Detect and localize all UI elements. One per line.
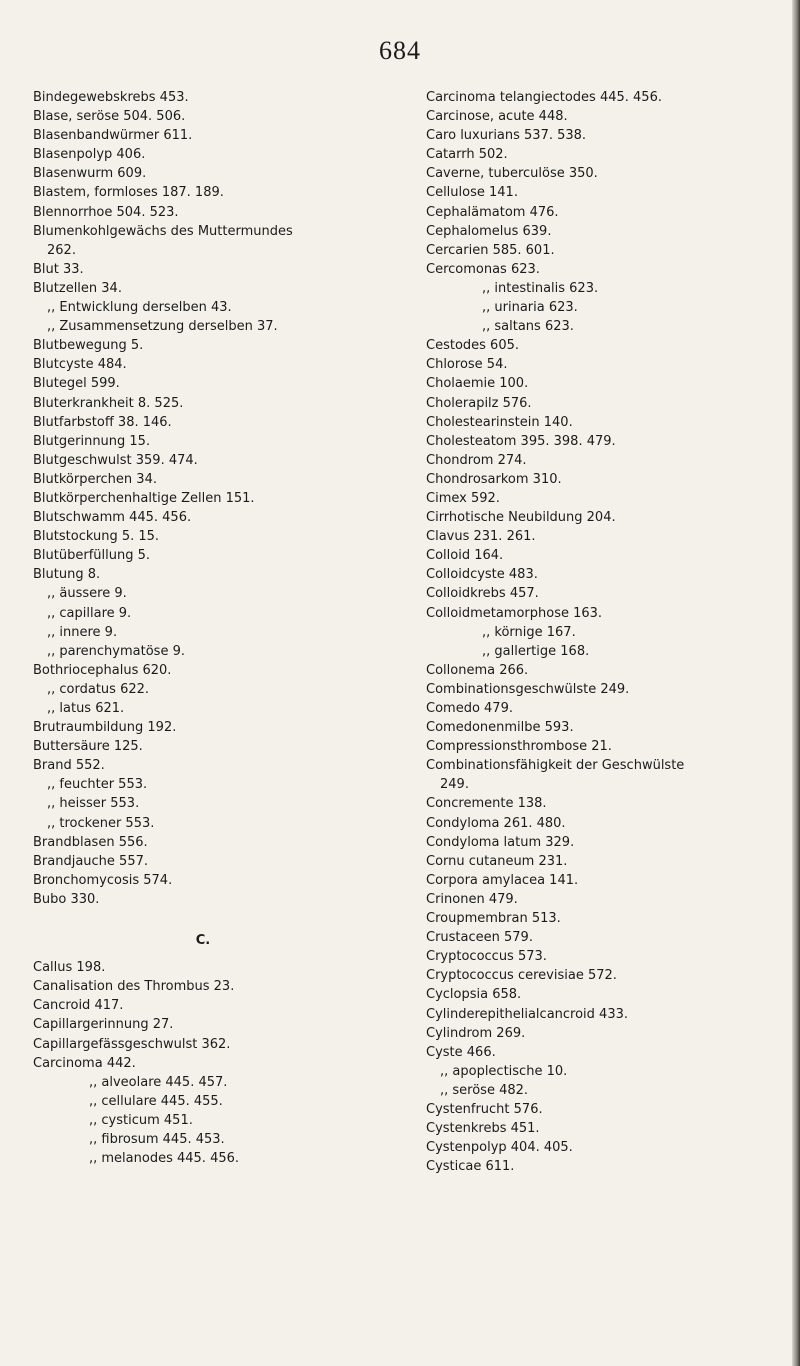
index-entry: Bothriocephalus 620.: [33, 662, 172, 678]
index-subentry: ,, fibrosum 445. 453.: [89, 1131, 225, 1147]
index-entry: Cellulose 141.: [426, 185, 518, 201]
index-entry: Cercarien 585. 601.: [426, 242, 555, 258]
index-entry: Bronchomycosis 574.: [33, 872, 173, 888]
index-subentry: ,, parenchymatöse 9.: [47, 643, 185, 659]
index-entry: Cystenkrebs 451.: [426, 1121, 540, 1137]
index-entry: Capillargefässgeschwulst 362.: [33, 1036, 231, 1052]
index-entry: Blutkörperchen 34.: [33, 471, 157, 487]
index-entry: Crinonen 479.: [426, 891, 518, 907]
index-subentry: ,, apoplectische 10.: [440, 1063, 568, 1079]
index-column-left: [33, 88, 413, 1168]
page-edge: [792, 0, 800, 1366]
index-subentry: ,, saltans 623.: [482, 319, 574, 335]
index-entry: Cholaemie 100.: [426, 376, 529, 392]
index-entry: Blutgeschwulst 359. 474.: [33, 452, 198, 468]
index-entry: Croupmembran 513.: [426, 911, 561, 927]
index-entry: Chlorose 54.: [426, 357, 508, 373]
index-entry: Cornu cutaneum 231.: [426, 853, 568, 869]
index-entry: Blumenkohlgewächs des Muttermundes: [33, 223, 293, 239]
index-entry: Cholerapilz 576.: [426, 395, 532, 411]
index-entry: Cyclopsia 658.: [426, 987, 522, 1003]
index-entry: Corpora amylacea 141.: [426, 872, 579, 888]
index-entry: Combinationsfähigkeit der Geschwülste: [426, 758, 685, 774]
index-entry: Blutschwamm 445. 456.: [33, 510, 192, 526]
index-entry: Concremente 138.: [426, 796, 547, 812]
index-entry: Cestodes 605.: [426, 338, 519, 354]
index-column-right: [426, 88, 786, 1176]
index-entry: Blutfarbstoff 38. 146.: [33, 414, 172, 430]
index-entry: Bindegewebskrebs 453.: [33, 90, 189, 105]
index-subentry: ,, capillare 9.: [47, 605, 132, 621]
index-entry: Carcinoma telangiectodes 445. 456.: [426, 90, 662, 105]
index-entry: Combinationsgeschwülste 249.: [426, 681, 630, 697]
index-entry: Blut 33.: [33, 261, 84, 277]
index-entry: Blasenbandwürmer 611.: [33, 128, 193, 144]
index-entry: Colloid 164.: [426, 548, 504, 564]
index-entry: Blutzellen 34.: [33, 280, 122, 296]
index-entry: Comedo 479.: [426, 701, 513, 716]
index-subentry: ,, melanodes 445. 456.: [89, 1151, 240, 1167]
index-entry: Cirrhotische Neubildung 204.: [426, 510, 616, 526]
index-entry: Cylinderepithelialcancroid 433.: [426, 1006, 628, 1022]
index-subentry: ,, innere 9.: [47, 624, 118, 640]
index-subentry: ,, Zusammensetzung derselben 37.: [47, 319, 278, 335]
index-subentry: ,, Entwicklung derselben 43.: [47, 300, 232, 316]
index-subentry: ,, gallertige 168.: [482, 643, 590, 659]
index-entry: Colloidmetamorphose 163.: [426, 605, 603, 621]
index-subentry: ,, intestinalis 623.: [482, 280, 599, 296]
index-entry: Buttersäure 125.: [33, 739, 143, 755]
index-entry: Canalisation des Thrombus 23.: [33, 979, 235, 995]
index-entry: Brand 552.: [33, 758, 105, 774]
index-entry: Cimex 592.: [426, 490, 500, 506]
index-entry: Blutüberfüllung 5.: [33, 548, 151, 564]
index-entry: Brandblasen 556.: [33, 834, 148, 850]
index-entry: Compressionsthrombose 21.: [426, 739, 612, 755]
index-entry: Condyloma latum 329.: [426, 834, 575, 850]
page-number: 684: [379, 36, 421, 65]
index-entry: Cystenfrucht 576.: [426, 1101, 543, 1117]
index-subentry: ,, seröse 482.: [440, 1082, 529, 1098]
index-entry: Cephalomelus 639.: [426, 223, 552, 239]
index-entry: Collonema 266.: [426, 662, 529, 678]
index-subentry: ,, trockener 553.: [47, 815, 155, 831]
index-entry: Blasenpolyp 406.: [33, 147, 146, 163]
index-entry: Bluterkrankheit 8. 525.: [33, 395, 184, 411]
index-subentry: ,, äussere 9.: [47, 586, 127, 602]
index-entry: Clavus 231. 261.: [426, 529, 536, 545]
index-subentry: ,, alveolare 445. 457.: [89, 1074, 228, 1090]
index-entry: Caverne, tuberculöse 350.: [426, 166, 598, 182]
index-entry: Cystenpolyp 404. 405.: [426, 1140, 573, 1156]
index-entry: Cryptococcus cerevisiae 572.: [426, 968, 617, 984]
index-entry: Caro luxurians 537. 538.: [426, 128, 587, 144]
index-entry: Bubo 330.: [33, 891, 100, 907]
section-spacer: [33, 909, 413, 919]
index-entry: Blutstockung 5. 15.: [33, 529, 160, 545]
index-subentry: ,, körnige 167.: [482, 624, 576, 640]
index-entry: Blutcyste 484.: [33, 357, 127, 373]
index-subentry: ,, latus 621.: [47, 701, 125, 716]
index-entry: Blase, seröse 504. 506.: [33, 109, 186, 125]
section-heading: C.: [195, 933, 211, 949]
index-entry: Blutbewegung 5.: [33, 338, 144, 354]
index-entry: Colloidcyste 483.: [426, 567, 538, 583]
index-entry: Carcinoma 442.: [33, 1055, 136, 1071]
index-entry: Cholesteatom 395. 398. 479.: [426, 433, 616, 449]
index-entry: Comedonenmilbe 593.: [426, 720, 574, 736]
index-entry: Cholestearinstein 140.: [426, 414, 573, 430]
index-subentry: ,, cysticum 451.: [89, 1112, 193, 1128]
index-entry: Blutung 8.: [33, 567, 101, 583]
index-entry: Blutkörperchenhaltige Zellen 151.: [33, 490, 255, 506]
index-entry: Condyloma 261. 480.: [426, 815, 566, 831]
index-subentry: ,, cordatus 622.: [47, 681, 150, 697]
index-entry-continuation: 249.: [440, 777, 469, 793]
index-entry: Cysticae 611.: [426, 1159, 515, 1175]
index-entry: Cylindrom 269.: [426, 1025, 526, 1041]
index-entry-continuation: 262.: [47, 242, 76, 258]
index-entry: Cercomonas 623.: [426, 261, 540, 277]
index-entry: Chondrosarkom 310.: [426, 471, 562, 487]
index-subentry: ,, cellulare 445. 455.: [89, 1093, 223, 1109]
index-entry: Blasenwurm 609.: [33, 166, 147, 182]
index-subentry: ,, heisser 553.: [47, 796, 140, 812]
index-entry: Blutegel 599.: [33, 376, 120, 392]
index-entry: Capillargerinnung 27.: [33, 1017, 174, 1033]
index-entry: Blennorrhoe 504. 523.: [33, 204, 179, 220]
index-entry: Brutraumbildung 192.: [33, 720, 177, 736]
index-entry: Catarrh 502.: [426, 147, 508, 163]
index-entry: Cyste 466.: [426, 1044, 496, 1060]
index-entry: Cryptococcus 573.: [426, 949, 547, 965]
index-entry: Blastem, formloses 187. 189.: [33, 185, 224, 201]
index-entry: Carcinose, acute 448.: [426, 109, 568, 125]
index-entry: Cancroid 417.: [33, 998, 124, 1014]
index-subentry: ,, feuchter 553.: [47, 777, 148, 793]
index-entry: Colloidkrebs 457.: [426, 586, 539, 602]
index-entry: Cephalämatom 476.: [426, 204, 559, 220]
index-entry: Callus 198.: [33, 960, 106, 976]
index-entry: Blutgerinnung 15.: [33, 433, 151, 449]
index-entry: Brandjauche 557.: [33, 853, 149, 869]
index-subentry: ,, urinaria 623.: [482, 300, 578, 316]
index-entry: Crustaceen 579.: [426, 930, 533, 946]
index-entry: Chondrom 274.: [426, 452, 527, 468]
